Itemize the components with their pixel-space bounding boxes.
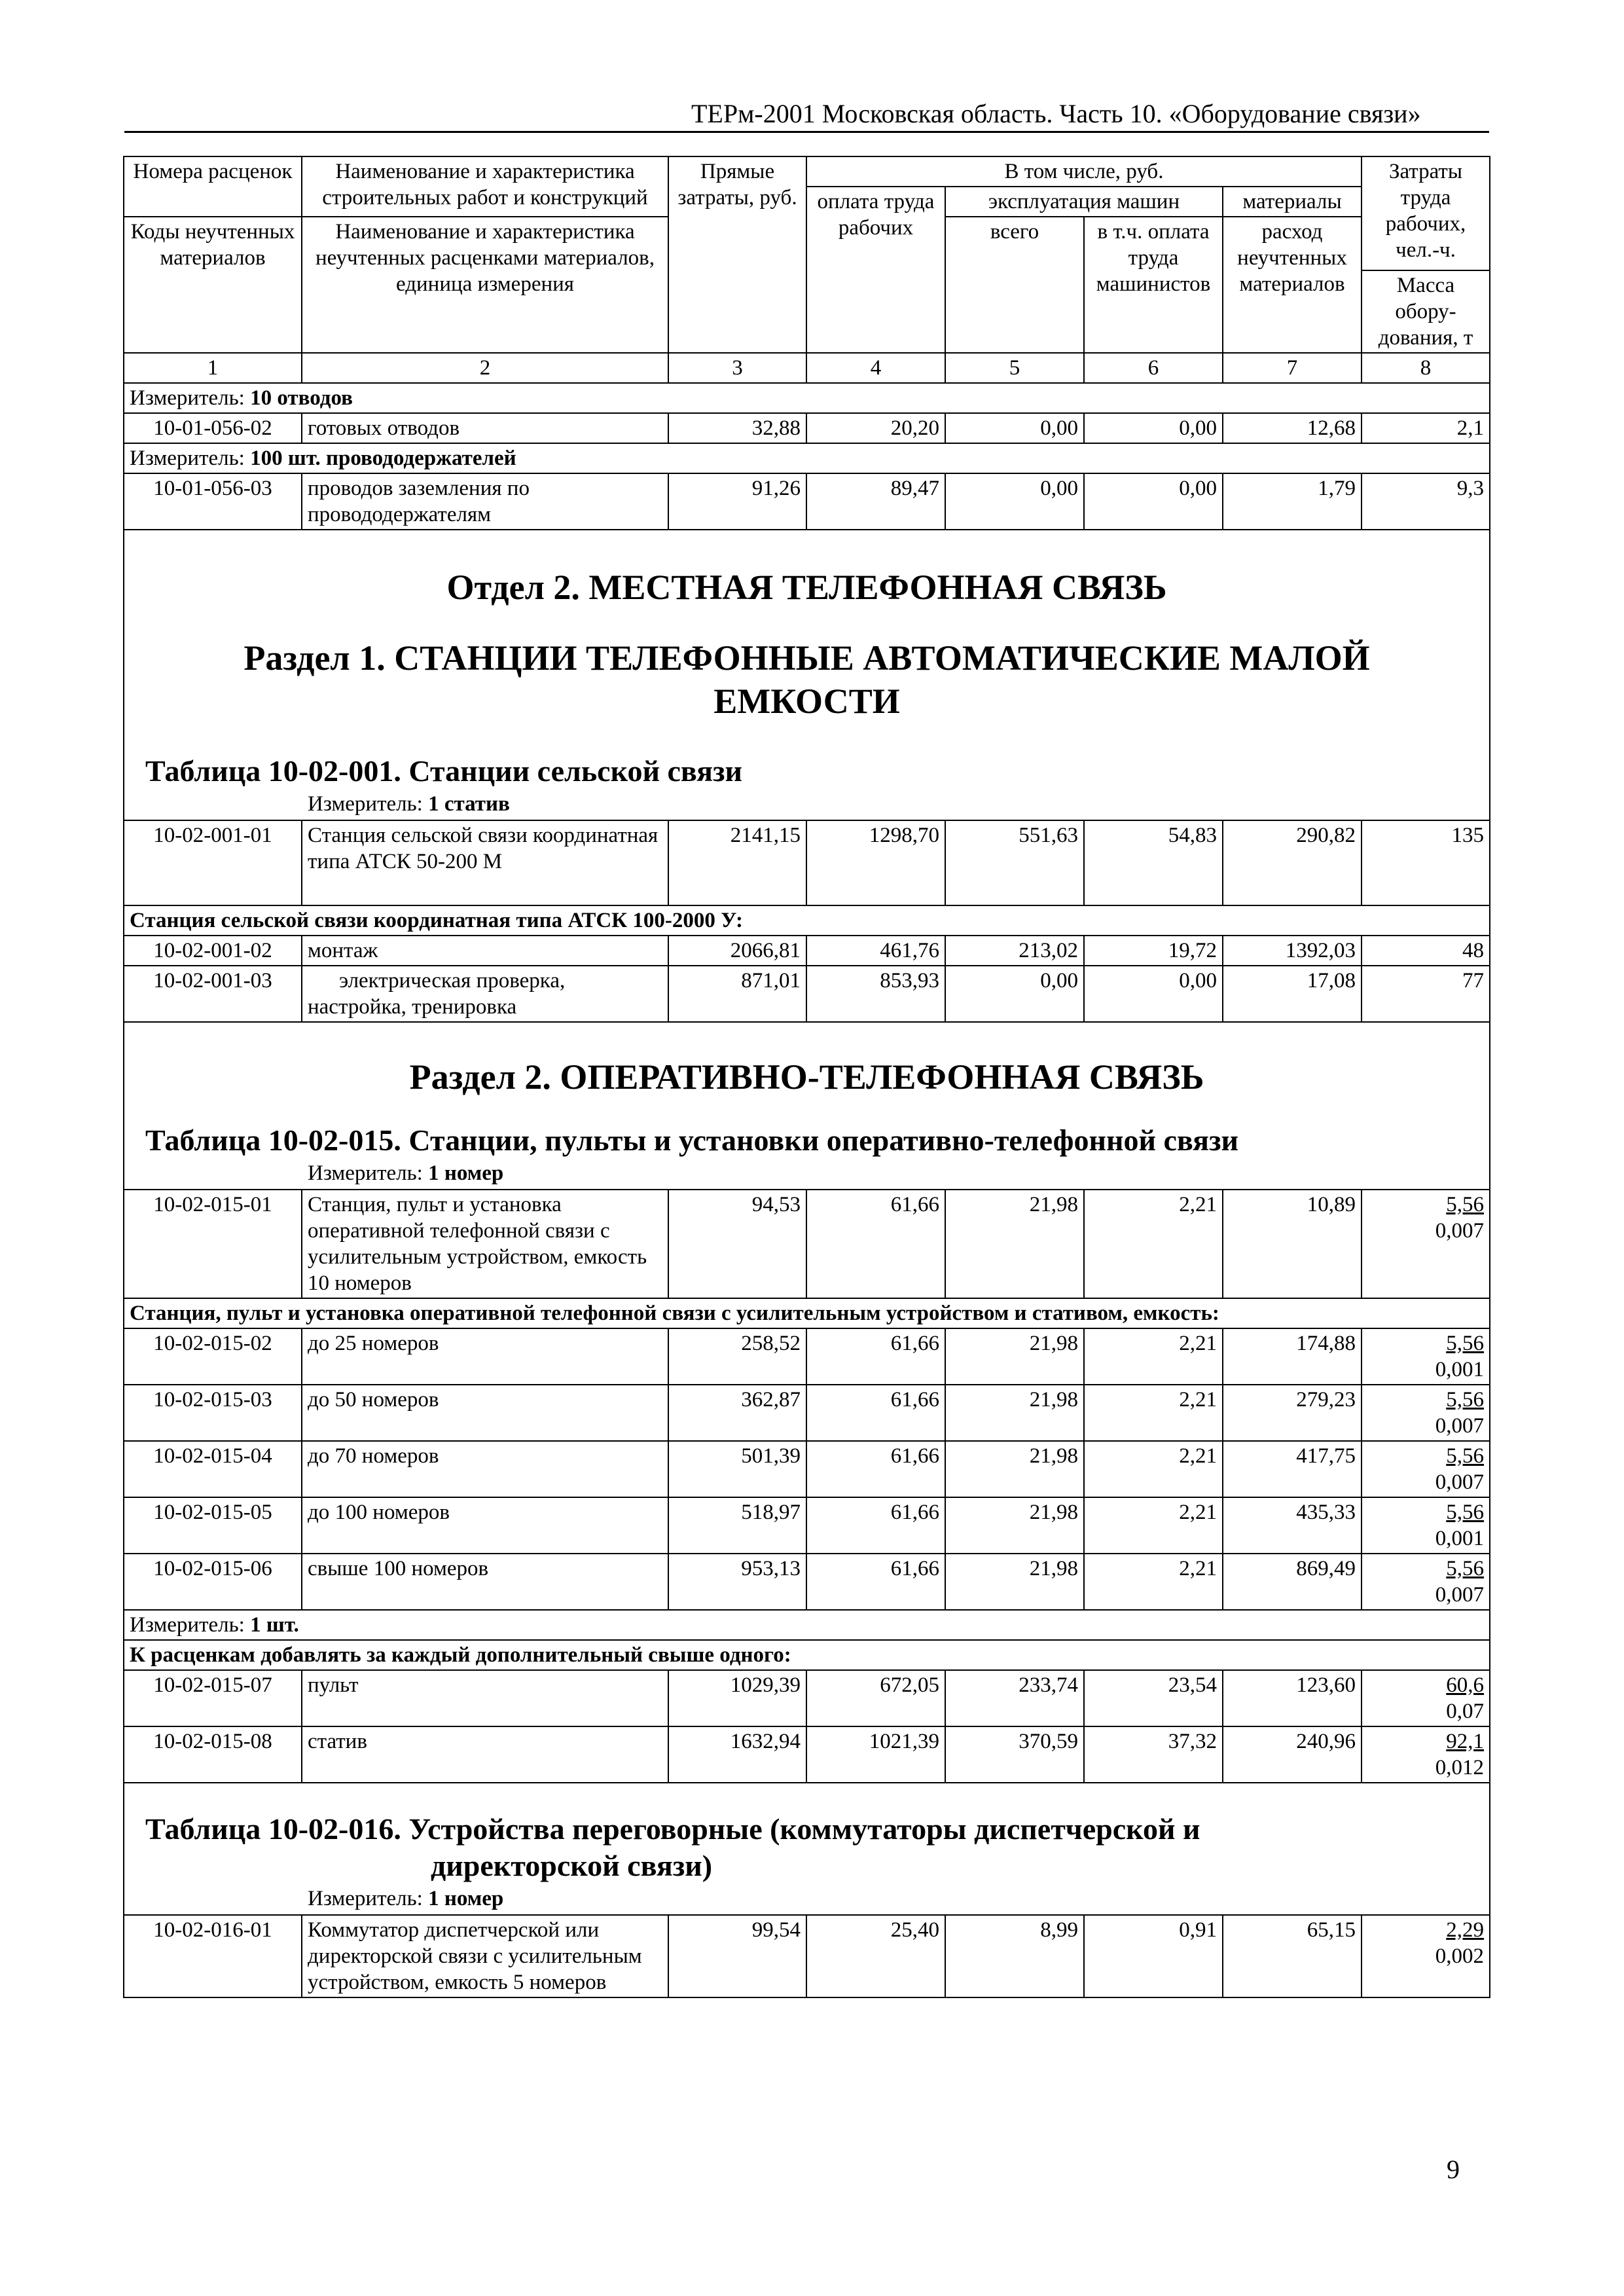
col-head-materials-sub: расход неучтенных материалов bbox=[1223, 217, 1362, 353]
col-number: 2 bbox=[302, 353, 668, 383]
col-head-machines: эксплуатация машин bbox=[945, 187, 1223, 217]
subgroup-heading: Станция, пульт и установка оперативной телефонной связи с усилительным устройством и стативом, емкость: bbox=[124, 1298, 1490, 1328]
col-number: 5 bbox=[945, 353, 1084, 383]
col-head-direct: Прямые затраты, руб. bbox=[668, 156, 806, 353]
table-row: 10-02-015-03 до 50 номеров 362,87 61,66 21,98 2,21 279,23 5,56 0,007 bbox=[124, 1385, 1490, 1441]
table-title: Таблица 10-02-001. Станции сельской связи bbox=[145, 754, 743, 788]
measure-row: Измеритель: 100 шт. провододержателей bbox=[124, 443, 1490, 473]
table-title: Таблица 10-02-015. Станции, пульты и установки оперативно-телефонной связи bbox=[145, 1123, 1238, 1157]
col-number: 8 bbox=[1362, 353, 1490, 383]
table-title: Таблица 10-02-016. Устройства переговорные (коммутаторы диспетчерской и bbox=[145, 1812, 1200, 1846]
col-head-materials: материалы bbox=[1223, 187, 1362, 217]
col-number: 4 bbox=[806, 353, 945, 383]
col-number: 7 bbox=[1223, 353, 1362, 383]
rates-table bbox=[123, 156, 1490, 1998]
col-head-labor: Затраты труда рабочих, чел.-ч. bbox=[1362, 156, 1490, 270]
measure-row: Измеритель: 1 статив bbox=[308, 792, 510, 816]
table-row: 10-02-001-02 монтаж 2066,81 461,76 213,02 19,72 1392,03 48 bbox=[124, 936, 1490, 966]
col-head-name-materials: Наименование и характеристика неучтенных расценками материалов, единица измерения bbox=[302, 217, 668, 353]
section-block bbox=[124, 1022, 1490, 1190]
running-header: ТЕРм-2001 Московская область. Часть 10. «Оборудование связи» bbox=[691, 99, 1421, 128]
col-head-name: Наименование и характеристика строительных работ и конструкций bbox=[302, 156, 668, 217]
subgroup-heading: К расценкам добавлять за каждый дополнительный свыше одного: bbox=[124, 1640, 1490, 1670]
col-number: 1 bbox=[124, 353, 302, 383]
table-title-cont: директорской связи) bbox=[431, 1849, 713, 1882]
col-number: 3 bbox=[668, 353, 806, 383]
page-number: 9 bbox=[1447, 2155, 1460, 2184]
table-row: 10-02-001-03 электрическая проверка, настройка, тренировка 871,01 853,93 0,00 0,00 17,08 77 bbox=[124, 966, 1490, 1022]
table-row: 10-02-015-01 Станция, пульт и установка оперативной телефонной связи с усилительным устройством, емкость 10 номеров 94,53 61,66 21,98 2,21 10,89 5,56 0,007 bbox=[124, 1190, 1490, 1298]
measure-row: Измеритель: 10 отводов bbox=[124, 383, 1490, 413]
measure-row: Измеритель: 1 номер bbox=[308, 1887, 504, 1910]
table-row: 10-02-015-06 свыше 100 номеров 953,13 61,66 21,98 2,21 869,49 5,56 0,007 bbox=[124, 1554, 1490, 1610]
table-row: 10-02-001-01 Станция сельской связи координатная типа АТСК 50-200 М 2141,15 1298,70 551,63 54,83 290,82 135 bbox=[124, 820, 1490, 905]
header-rule bbox=[124, 131, 1489, 133]
razdel-title: Раздел 1. СТАНЦИИ ТЕЛЕФОННЫЕ АВТОМАТИЧЕСКИЕ МАЛОЙ ЕМКОСТИ bbox=[244, 638, 1370, 721]
table-row: 10-02-015-05 до 100 номеров 518,97 61,66 21,98 2,21 435,33 5,56 0,001 bbox=[124, 1497, 1490, 1554]
table-row: 10-02-015-07 пульт 1029,39 672,05 233,74 23,54 123,60 60,6 0,07 bbox=[124, 1670, 1490, 1726]
column-numbers-row bbox=[124, 353, 1490, 383]
table-row: 10-02-016-01 Коммутатор диспетчерской или директорской связи с усилительным устройством, емкость 5 номеров 99,54 25,40 8,99 0,91 65,15 2,29 0,002 bbox=[124, 1915, 1490, 1997]
col-head-machines-total: всего bbox=[945, 217, 1084, 353]
col-head-code: Номера расценок bbox=[124, 156, 302, 217]
section-block bbox=[124, 1783, 1490, 1915]
section-block bbox=[124, 530, 1490, 820]
table-row: 10-01-056-03 проводов заземления по провододержателям 91,26 89,47 0,00 0,00 1,79 9,3 bbox=[124, 473, 1490, 530]
table-row: 10-02-015-08 статив 1632,94 1021,39 370,59 37,32 240,96 92,1 0,012 bbox=[124, 1726, 1490, 1783]
col-number: 6 bbox=[1084, 353, 1223, 383]
otdel-title: Отдел 2. МЕСТНАЯ ТЕЛЕФОННАЯ СВЯЗЬ bbox=[446, 568, 1167, 607]
measure-row: Измеритель: 1 шт. bbox=[124, 1610, 1490, 1640]
razdel-title: Раздел 2. ОПЕРАТИВНО-ТЕЛЕФОННАЯ СВЯЗЬ bbox=[409, 1057, 1204, 1097]
col-head-labor-pay: оплата труда рабочих bbox=[806, 187, 945, 353]
table-row: 10-02-015-04 до 70 номеров 501,39 61,66 21,98 2,21 417,75 5,56 0,007 bbox=[124, 1441, 1490, 1497]
subgroup-heading: Станция сельской связи координатная типа АТСК 100-2000 У: bbox=[124, 905, 1490, 936]
col-head-code-materials: Коды неучтенных материалов bbox=[124, 217, 302, 353]
measure-row: Измеритель: 1 номер bbox=[308, 1161, 504, 1185]
col-head-mass: Масса обору-дования, т bbox=[1362, 270, 1490, 353]
col-head-machines-pay: в т.ч. оплата труда машинистов bbox=[1084, 217, 1223, 353]
table-row: 10-02-015-02 до 25 номеров 258,52 61,66 21,98 2,21 174,88 5,56 0,001 bbox=[124, 1328, 1490, 1385]
table-row: 10-01-056-02 готовых отводов 32,88 20,20 0,00 0,00 12,68 2,1 bbox=[124, 413, 1490, 443]
col-head-incl: В том числе, руб. bbox=[806, 156, 1362, 187]
